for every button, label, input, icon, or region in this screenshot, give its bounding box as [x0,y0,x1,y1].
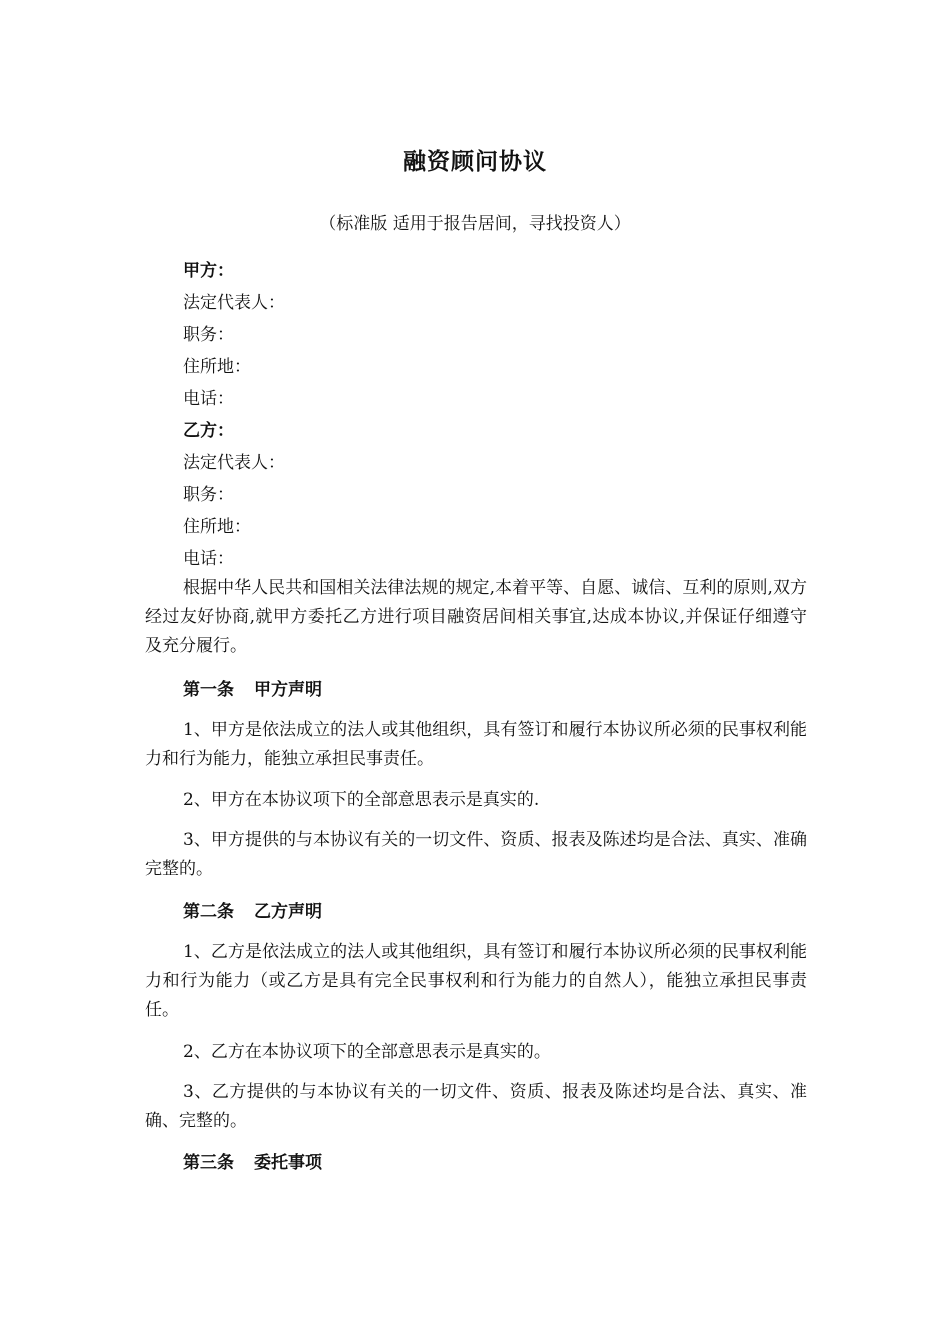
article-3-number: 第三条 [183,1153,234,1173]
article-1-clause-3: 3、甲方提供的与本协议有关的一切文件、资质、报表及陈述均是合法、真实、准确完整的。 [145,830,807,879]
article-3-title: 委托事项 [254,1153,322,1173]
article-3-heading [183,1149,322,1177]
party-b-label: 乙方： [183,421,234,441]
article-1-title: 甲方声明 [254,680,322,700]
article-2-number: 第二条 [183,902,234,922]
party-a-label: 甲方： [183,261,234,281]
article-2-clause-1: 1、乙方是依法成立的法人或其他组织，具有签订和履行本协议所必须的民事权利能力和行为能力（或乙方是具有完全民事权利和行为能力的自然人），能独立承担民事责任。 [145,942,807,1020]
article-2-heading [183,898,322,926]
preamble-paragraph: 根据中华人民共和国相关法律法规的规定,本着平等、自愿、诚信、互利的原则,双方经过友好协商,就甲方委托乙方进行项目融资居间相关事宜,达成本协议,并保证仔细遵守及充分履行。 [145,578,807,656]
party-b-position: 职务： [183,485,234,505]
party-a-address: 住所地： [183,357,251,377]
article-2-clause-2: 2、乙方在本协议项下的全部意思表示是真实的。 [183,1042,551,1062]
article-1-clause-1: 1、甲方是依法成立的法人或其他组织，具有签订和履行本协议所必须的民事权利能力和行为能力，能独立承担民事责任。 [145,720,807,769]
party-b-representative: 法定代表人： [183,453,285,473]
article-1-heading [183,676,322,704]
article-2-title: 乙方声明 [254,902,322,922]
article-1-clause-2: 2、甲方在本协议项下的全部意思表示是真实的. [183,790,540,810]
party-a-phone: 电话： [183,389,234,409]
article-1-number: 第一条 [183,680,234,700]
document-title: 融资顾问协议 [403,148,547,175]
parties-section [183,257,823,577]
article-2-clause-3: 3、乙方提供的与本协议有关的一切文件、资质、报表及陈述均是合法、真实、准确、完整的。 [145,1082,807,1131]
party-b-address: 住所地： [183,517,251,537]
party-a-representative: 法定代表人： [183,293,285,313]
party-a-position: 职务： [183,325,234,345]
party-b-phone: 电话： [183,549,234,569]
document-subtitle: （标准版 适用于报告居间，寻找投资人） [319,214,631,234]
